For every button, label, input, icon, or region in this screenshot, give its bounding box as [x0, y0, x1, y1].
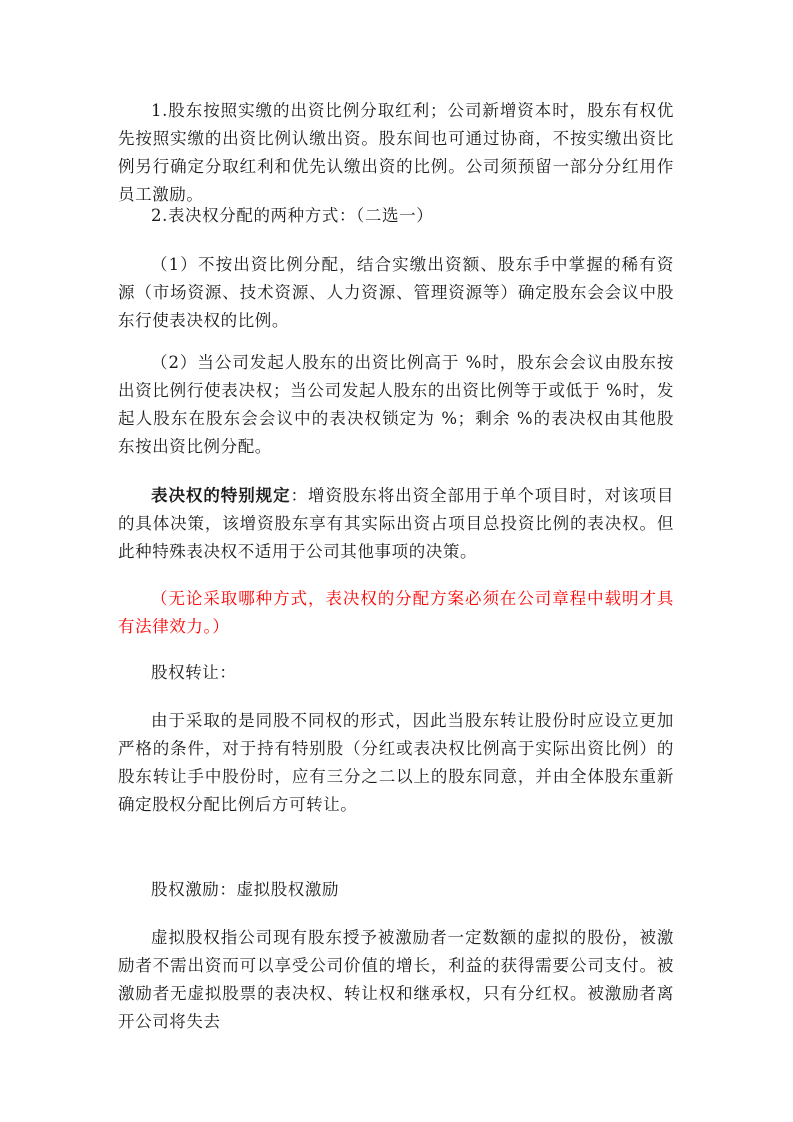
paragraph-voting-method-2: （2）当公司发起人股东的出资比例高于 %时，股东会会议由股东按出资比例行使表决权；当公司发起人股东的出资比例等于或低于 %时，发起人股东在股东会会议中的表决权锁定为 %；剩余 %的表决权由其他股东按出资比例分配。 — [118, 353, 674, 456]
paragraph-voting-special-rules — [118, 482, 674, 566]
paragraph-voting-methods-heading: 2.表决权分配的两种方式：（二选一） — [151, 206, 434, 225]
heading-equity-incentive: 股权激励：虚拟股权激励 — [151, 880, 340, 899]
paragraph-virtual-equity: 虚拟股权指公司现有股东授予被激励者一定数额的虚拟的股份，被激励者不需出资而可以享受公司价值的增长，利益的获得需要公司支付。被激励者无虚拟股票的表决权、转让权和继承权，只有分红权。被激励者离开公司将失去 — [118, 928, 674, 1031]
special-rules-text: ：增资股东将出资全部用于单个项目时，对该项目的具体决策，该增资股东享有其实际出资占项目总投资比例的表决权。但此种特殊表决权不适用于公司其他事项的决策。 — [118, 486, 674, 561]
paragraph-legal-note: （无论采取哪种方式，表决权的分配方案必须在公司章程中载明才具有法律效力。） — [118, 589, 674, 636]
paragraph-voting-method-1: （1）不按出资比例分配，结合实缴出资额、股东手中掌握的稀有资源（市场资源、技术资源、人力资源、管理资源等）确定股东会会议中股东行使表决权的比例。 — [118, 255, 674, 330]
heading-equity-transfer: 股权转让： — [151, 663, 237, 682]
paragraph-equity-transfer: 由于采取的是同股不同权的形式，因此当股东转让股份时应设立更加严格的条件，对于持有特别股（分红或表决权比例高于实际出资比例）的股东转让手中股份时，应有三分之二以上的股东同意，并由全体股东重新确定股权分配比例后方可转让。 — [118, 711, 674, 814]
special-rules-label: 表决权的特别规定 — [151, 486, 291, 505]
paragraph-dividend-rules: 1.股东按照实缴的出资比例分取红利；公司新增资本时，股东有权优先按照实缴的出资比例认缴出资。股东间也可通过协商，不按实缴出资比例另行确定分取红利和优先认缴出资的比例。公司须预留一部分分红用作员工激励。 — [118, 101, 674, 204]
